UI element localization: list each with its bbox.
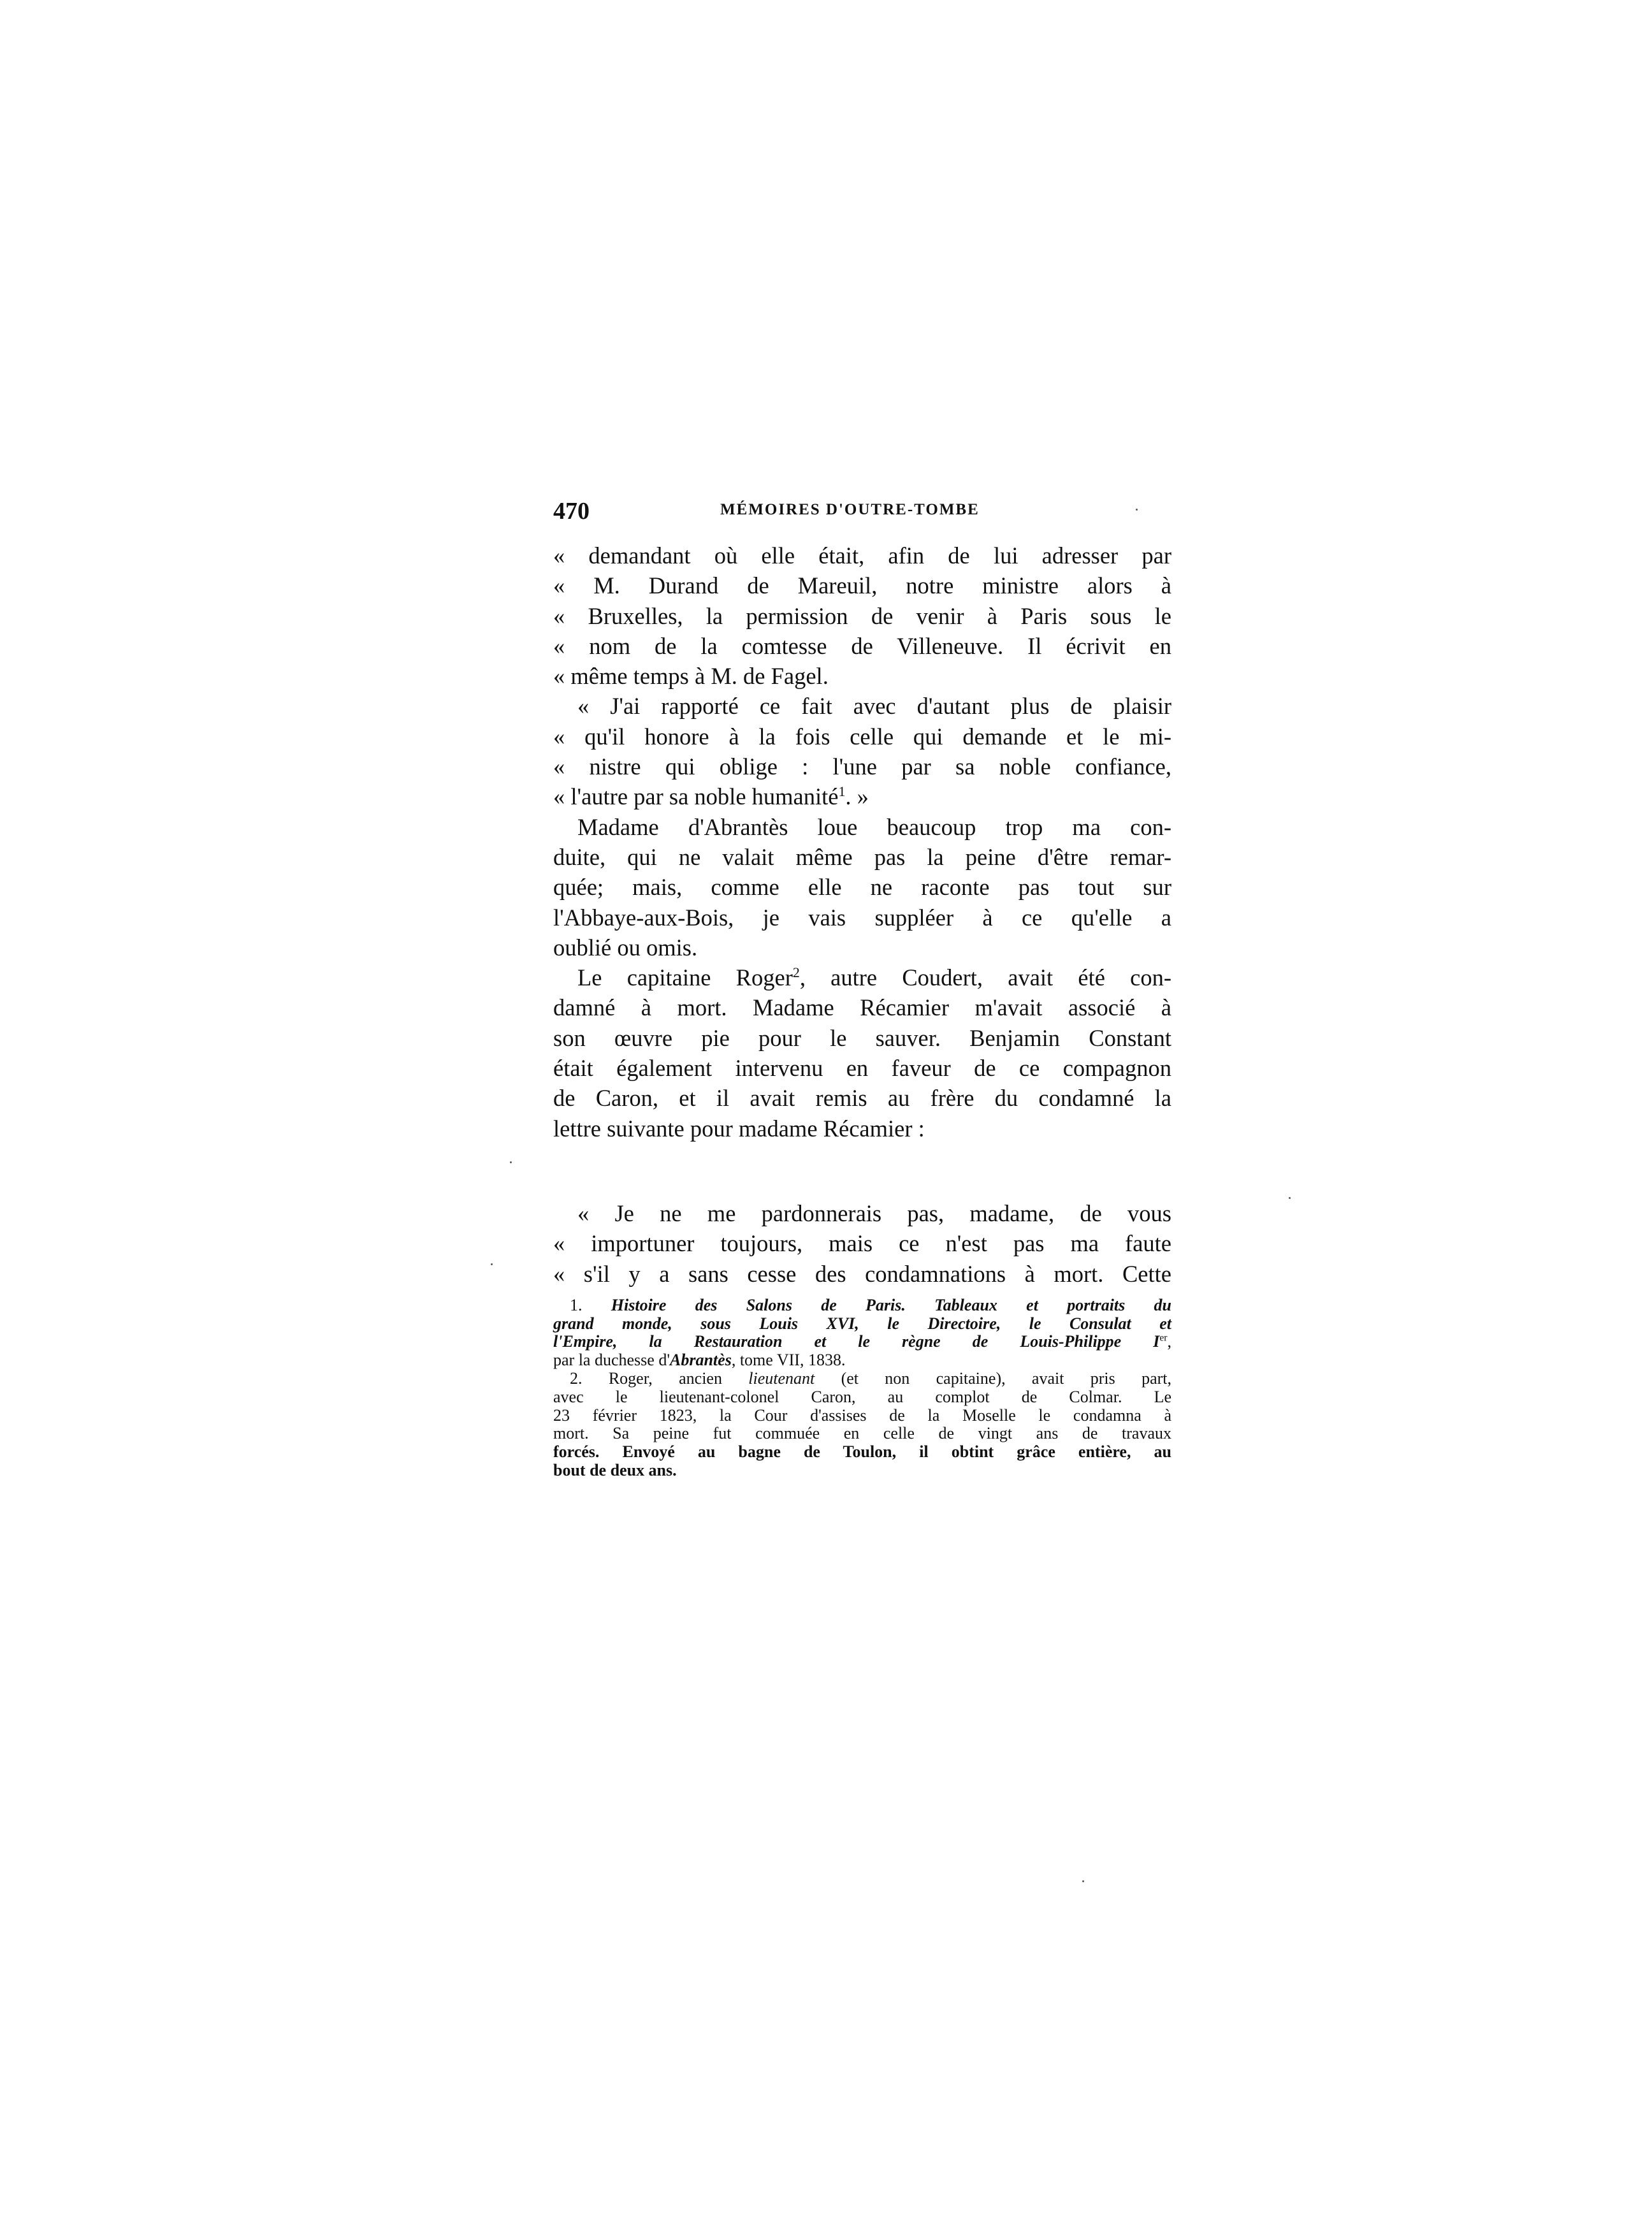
text-line: « nistre qui oblige : l'une par sa noble confiance, (553, 753, 1171, 780)
text-line: « qu'il honore à la fois celle qui demande et le mi- (553, 723, 1171, 750)
footnote-author: Abrantès (670, 1351, 732, 1370)
footnote-italic: lieutenant (748, 1369, 815, 1388)
paragraph-gap (553, 1143, 1171, 1198)
body-text (553, 541, 1171, 1289)
footnote-2-line: forcés. Envoyé au bagne de Toulon, il obtint grâce entière, au (553, 1442, 1171, 1462)
footnote-text: , tome VII, 1838. (731, 1351, 846, 1370)
footnote-number: 2. (570, 1369, 583, 1388)
text-line: oublié ou omis. (553, 934, 698, 961)
footnote-text: Roger, ancien (608, 1369, 749, 1388)
text-line-segment: « l'autre par sa noble humanité (553, 783, 839, 810)
text-line: l'Abbaye-aux-Bois, je vais suppléer à ce qu'elle a (553, 904, 1171, 931)
text-line: de Caron, et il avait remis au frère du condamné la (553, 1085, 1171, 1112)
text-line: « s'il y a sans cesse des condamnations à mort. Cette (553, 1260, 1171, 1287)
footnote-ref-2: 2 (792, 964, 800, 980)
speck-mark (1082, 1880, 1084, 1882)
text-line: « J'ai rapporté ce fait avec d'autant plus de plaisir (577, 693, 1171, 720)
footnote-text: (et non capitaine), avait pris part, (815, 1369, 1171, 1388)
speck-mark (510, 1161, 512, 1163)
footnotes (553, 1296, 1171, 1480)
text-line: duite, qui ne valait même pas la peine d'être remar- (553, 843, 1171, 870)
text-block (553, 497, 1171, 1480)
text-line: Madame d'Abrantès loue beaucoup trop ma con- (577, 813, 1171, 840)
footnote-2-line: mort. Sa peine fut commuée en celle de vingt ans de travaux (553, 1424, 1171, 1443)
footnote-title: l'Empire, la Restauration et le règne de Louis-Philippe I (553, 1332, 1160, 1351)
footnote-2-line: bout de deux ans. (553, 1461, 677, 1479)
footnote-2-line: avec le lieutenant-colonel Caron, au complot de Colmar. Le (553, 1387, 1171, 1406)
footnote-1-line (553, 1351, 1171, 1370)
footnote-1-line (553, 1333, 1171, 1351)
footnote-2-line (553, 1370, 1171, 1388)
running-head: MÉMOIRES D'OUTRE-TOMBE (720, 501, 980, 518)
footnote-1-line: grand monde, sous Louis XVI, le Directoire, le Consulat et (553, 1314, 1171, 1333)
text-line-segment: Le capitaine Roger (577, 964, 793, 991)
footnote-2-line: 23 février 1823, la Cour d'assises de la Moselle le condamna à (553, 1405, 1171, 1425)
text-line: lettre suivante pour madame Récamier : (553, 1115, 925, 1142)
text-line: quée; mais, comme elle ne raconte pas tout sur (553, 874, 1171, 901)
text-line: damné à mort. Madame Récamier m'avait associé à (553, 994, 1171, 1021)
footnote-ref-1: 1 (838, 783, 846, 800)
text-line: « importuner toujours, mais ce n'est pas ma faute (553, 1230, 1171, 1257)
footnote-text: par la duchesse d' (553, 1351, 670, 1370)
page-header (553, 497, 1171, 535)
text-line: était également intervenu en faveur de ce compagnon (553, 1055, 1171, 1082)
speck-mark (1289, 1197, 1291, 1199)
text-line-segment: , autre Coudert, avait été con- (799, 964, 1172, 991)
text-line: « M. Durand de Mareuil, notre ministre alors à (553, 572, 1171, 599)
text-line: « même temps à M. de Fagel. (553, 663, 829, 690)
speck-mark (491, 1263, 493, 1265)
text-line: « nom de la comtesse de Villeneuve. Il écrivit en (553, 632, 1171, 659)
text-line: « Je ne me pardonnerais pas, madame, de vous (577, 1200, 1171, 1226)
text-line (553, 962, 1171, 992)
footnote-sup: er (1159, 1332, 1168, 1344)
footnote-title: Histoire des Salons de Paris. Tableaux et portraits du (611, 1295, 1172, 1314)
footnote-number: 1. (570, 1295, 583, 1314)
text-line: « demandant où elle était, afin de lui adresser par (553, 542, 1171, 569)
text-line (553, 781, 1171, 811)
text-line: « Bruxelles, la permission de venir à Paris sous le (553, 602, 1171, 629)
close-quote: . » (845, 783, 869, 810)
footnote-1-line (553, 1296, 1171, 1315)
page-number: 470 (553, 498, 590, 525)
footnote-punct: , (1167, 1332, 1171, 1351)
text-line: son œuvre pie pour le sauver. Benjamin Constant (553, 1024, 1171, 1051)
